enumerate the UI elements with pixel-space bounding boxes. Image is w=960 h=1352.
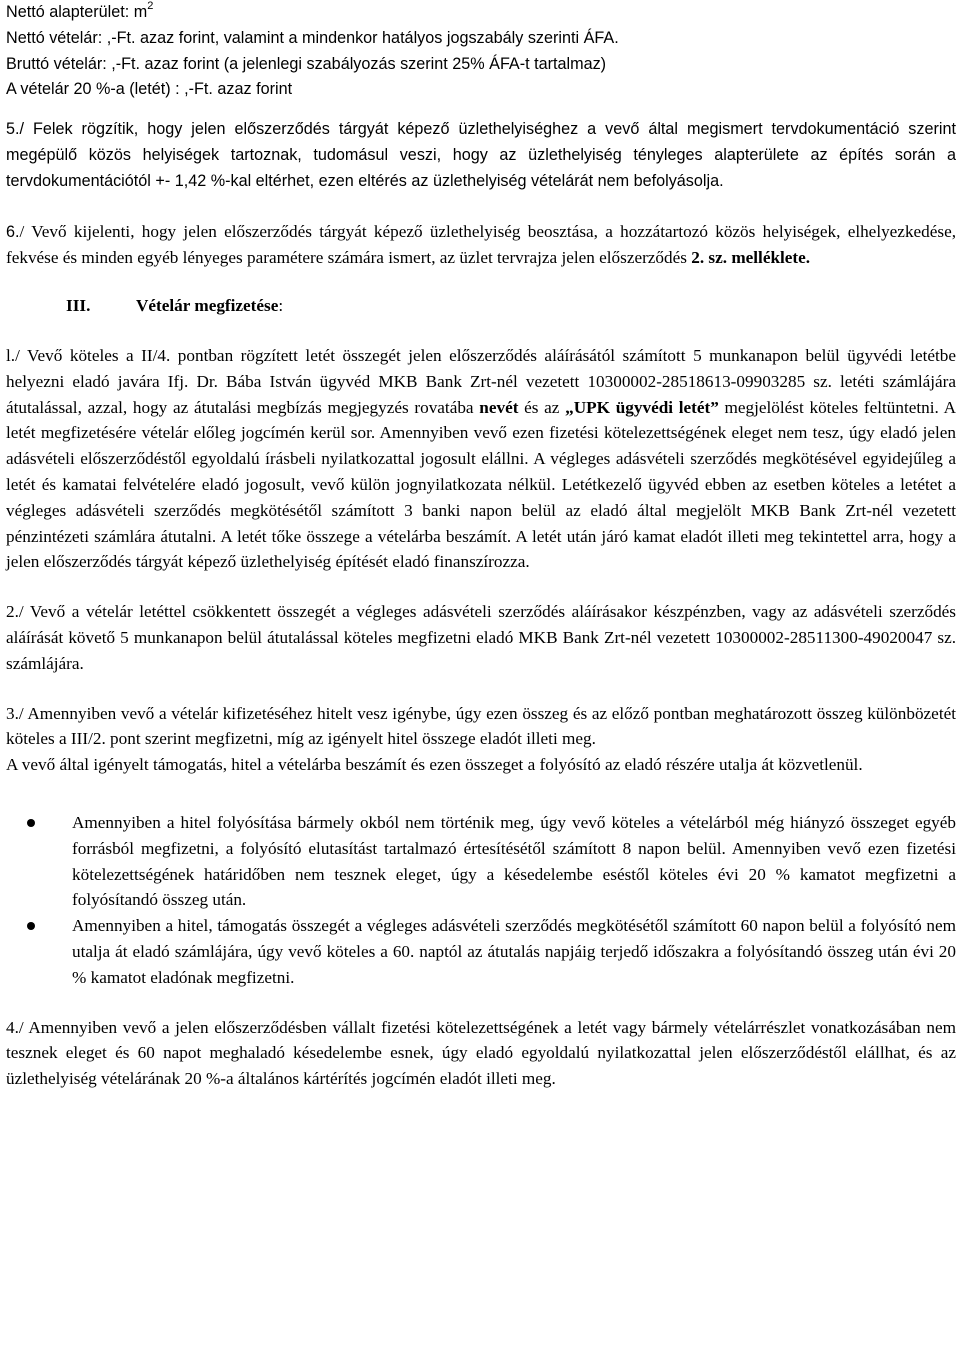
payment-point-1-text-e: megjelölést köteles feltüntetni. A letét megfizetésére vételár előleg jogcímén kerül sor. Amennyiben vevő ezen fizetési kötelezettségének eleget nem tesz, úgy eladó jelen adásvételi előszerződéstől egyoldalú írásbeli nyilatkozattal jogosult elállni. A végleges adásvételi szerződés megkötésével egyidejűleg a letét és kamatai felvételére eladó jogosult, vevő külön jognyilatkozata nélkül. Letétkezelő ügyvéd ebben az esetben köteles a letétet a végleges adásvételi szerződés megkötésétől számított 3 banki napon belül az eladó által megjelölt MKB Bank Zrt-nél vezetett pénzintézeti számlára átutalni. A letét tőke összege a vételárba beszámít. A letét után járó kamat eladót illeti meg tekintettel arra, hogy a jelen előszerződés tárgyát képező üzlethelyiség építését eladó finanszírozza. [6, 397, 956, 572]
payment-point-1-text-a: l./ Vevő köteles a II/4. pontban rögzített letét összegét jelen előszerződés aláírásától számított 5 munkanapon belül ügyvédi letétbe helyezni eladó javára Ifj. Dr. Bába István ügyvéd MKB Bank Zrt-nél vezetett 10300002-28518613-09903285 sz. letéti számlájára átutalással, azzal, hogy az átutalási megbízás megjegyzés rovatába [6, 345, 956, 417]
spacer [6, 103, 956, 117]
net-area-line [6, 0, 956, 26]
payment-point-1-paragraph [6, 343, 956, 575]
list-item-text: Amennyiben a hitel, támogatás összegét a végleges adásvételi szerződés megkötésétől számított 60 napon belül a folyósító nem utalja át eladó számlájára, úgy vevő köteles a 60. naptól az átutalás napjáig terjedő időszakra a folyósítandó összeg után évi 20 % kamatot eladónak megfizetni. [72, 916, 956, 987]
section-iii-colon: : [278, 296, 284, 316]
bullet-icon [27, 922, 35, 930]
spacer [6, 195, 956, 219]
square-superscript: 2 [147, 0, 154, 12]
list-item [6, 913, 956, 990]
spacer [6, 677, 956, 701]
net-price-line: Nettó vételár: ,-Ft. azaz forint, valamint a mindenkor hatályos jogszabály szerinti ÁFA. [6, 28, 619, 47]
payment-point-2-paragraph: 2./ Vevő a vételár letéttel csökkentett összegét a végleges adásvételi szerződés aláírásakor készpénzben, vagy az adásvételi szerződés aláírását követő 5 munkanapon belül átutalással köteles megfizetni eladó MKB Bank Zrt-nél vezetett 10300002-28511300-49020047 sz. számlájára. [6, 602, 956, 673]
payment-point-4-paragraph: 4./ Amennyiben vevő a jelen előszerződésben vállalt fizetési kötelezettségének a letét vagy bármely vételárrészlet vonatkozásában nem tesznek eleget és 60 napot meghaladó késedelembe esnek, úgy eladó egyoldalú nyilatkozattal jelen előszerződéstől elállhat, és az üzlethelyiség vételárának 20 %-a általános kártérítés jogcímén eladót illeti meg. [6, 1017, 956, 1089]
section-6-annex-ref: 2. sz. melléklete. [691, 248, 811, 268]
gross-price-line: Bruttó vételár: ,-Ft. azaz forint (a jelenlegi szabályozás szerint 25% ÁFA-t tartalmaz) [6, 54, 607, 73]
payment-point-3-paragraph: 3./ Amennyiben vevő a vételár kifizetéséhez hitelt vesz igénybe, úgy ezen összeg és az előző pontban meghatározott összeg különbözetét köteles a III/2. pont szerint megfizetni, míg az igényelt hitel összege eladót illeti meg. [6, 703, 956, 749]
spacer [6, 575, 956, 599]
section-6-number: 6. [6, 222, 20, 241]
spacer [6, 778, 956, 810]
section-6-text: / Vevő kijelenti, hogy jelen előszerződés tárgyát képező üzlethelyiség beosztása, a hozzátartozó közös helyiségek, elhelyezkedése, fekvése és minden egyéb lényeges paramétere számára ismert, az üzlet tervrajza jelen előszerződés [6, 221, 956, 268]
spacer [6, 991, 956, 1015]
payment-point-1-bold-deposit: „UPK ügyvédi letét” [565, 397, 719, 417]
section-iii-number: III. [66, 296, 91, 316]
spacer [6, 319, 956, 343]
section-5-paragraph: 5./ Felek rögzítik, hogy jelen előszerződés tárgyát képező üzlethelyiséghez a vevő által megismert tervdokumentáció szerint megépülő közös helyiségek tartoznak, tudomásul veszi, hogy az üzlethelyiség tényleges alapterülete az építés során a tervdokumentációtól +- 1,42 %-kal eltérhet, ezen eltérés az üzlethelyiség vételárát nem befolyásolja. [6, 120, 956, 190]
list-item-text: Amennyiben a hitel folyósítása bármely okból nem történik meg, úgy vevő köteles a vételárból még hiányzó összeget egyéb forrásból megfizetni, a folyósító elutasítást tartalmazó értesítésétől számított 8 napon belül. Amennyiben vevő ezen fizetési kötelezettségének határidőben nem tesznek eleget, úgy a késedelembe eséstől köteles évi 20 % kamatot megfizetni a folyósítandó összeg után. [72, 812, 956, 910]
payment-point-1-bold-name: nevét [479, 397, 519, 417]
deposit-line: A vételár 20 %-a (letét) : ,-Ft. azaz forint [6, 80, 293, 99]
section-6-paragraph [6, 219, 956, 272]
bullet-icon [27, 819, 35, 827]
net-area-label: Nettó alapterület: m [6, 3, 148, 21]
payment-point-1-text-c: és az [518, 397, 566, 417]
document-page [6, 0, 956, 1092]
loan-conditions-list [6, 810, 956, 991]
payment-point-3-support-paragraph: A vevő által igényelt támogatás, hitel a vételárba beszámít és ezen összeget a folyósító az eladó részére utalja át közvetlenül. [6, 755, 863, 775]
list-item [6, 810, 956, 913]
section-iii-heading [66, 293, 956, 319]
spacer [6, 271, 956, 293]
section-iii-title: Vételár megfizetése [136, 296, 279, 316]
